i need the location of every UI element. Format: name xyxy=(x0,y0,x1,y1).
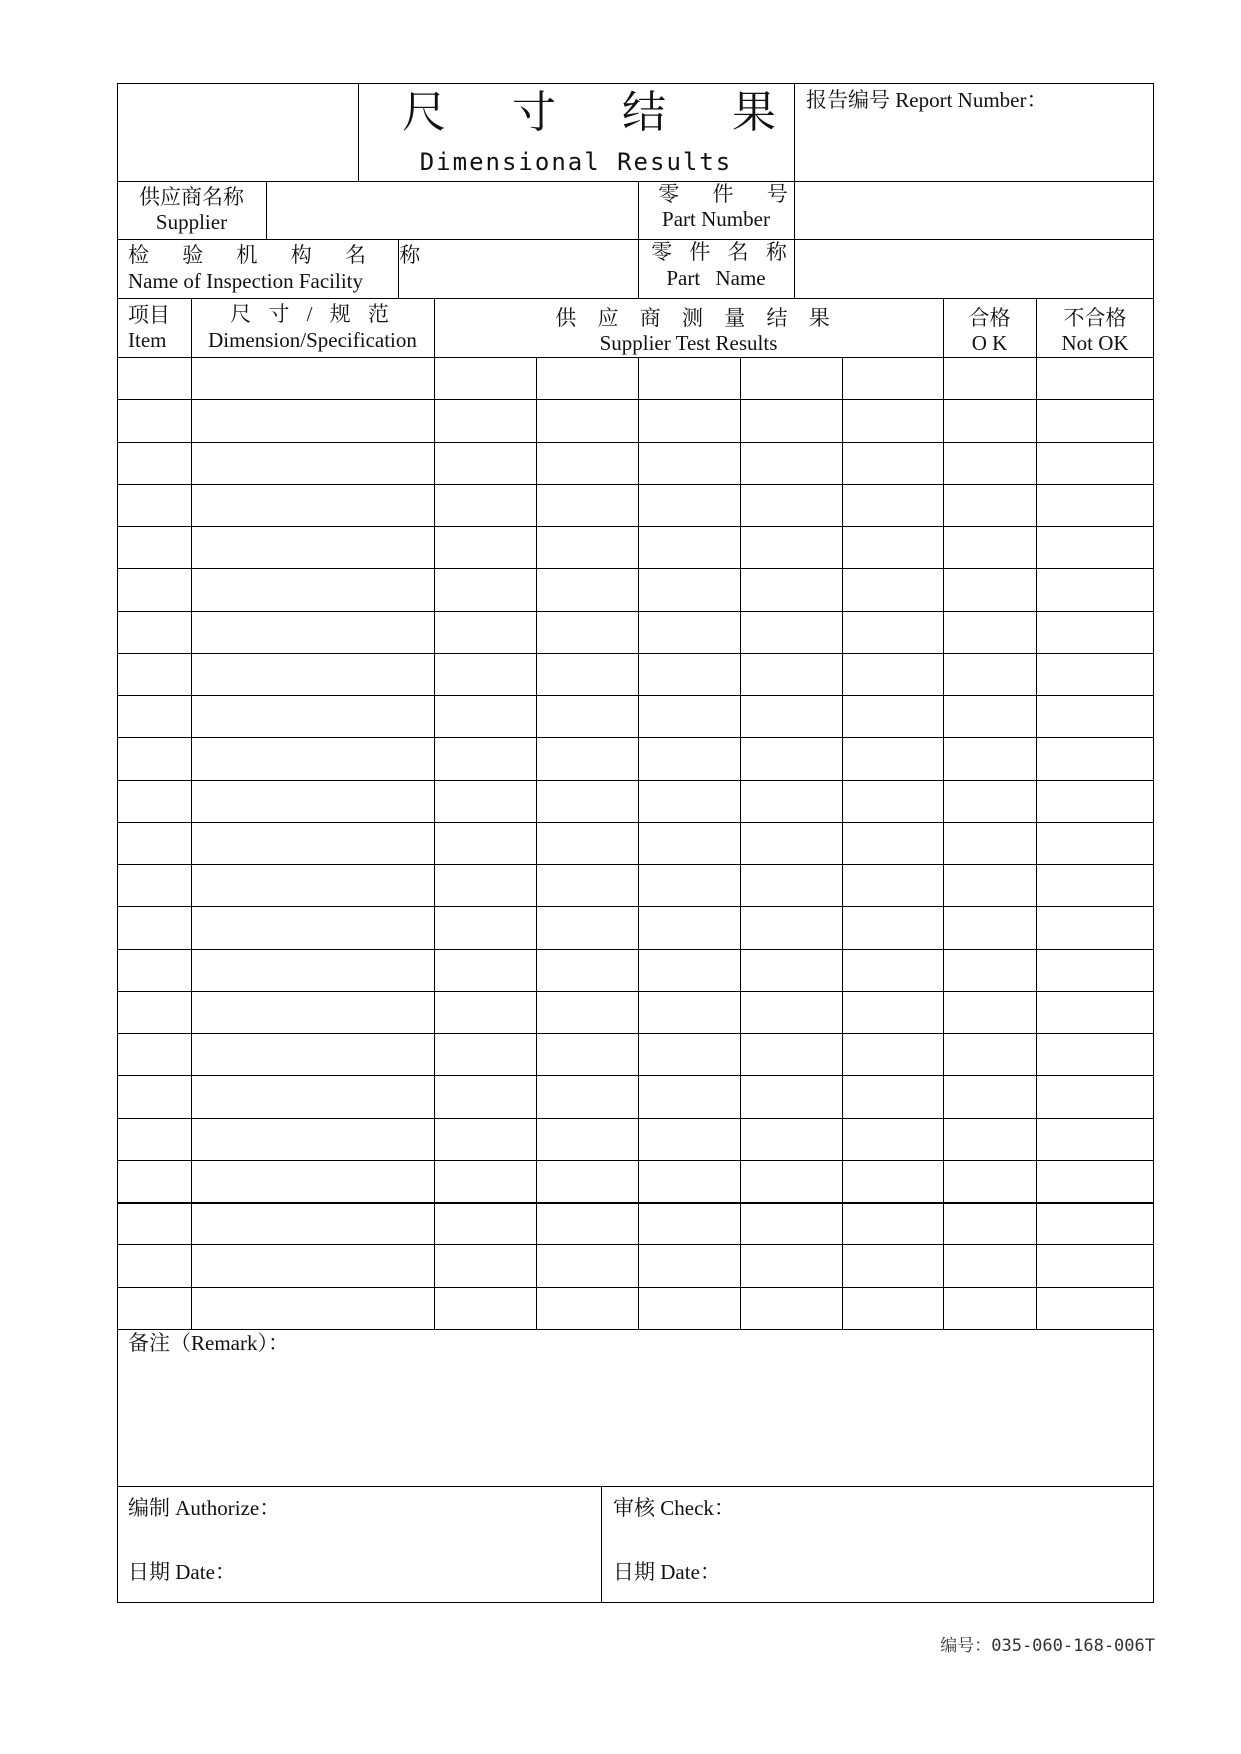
cell-result-1[interactable] xyxy=(435,950,535,990)
cell-result-3[interactable] xyxy=(639,738,739,778)
cell-notok[interactable] xyxy=(1037,400,1153,440)
cell-result-4[interactable] xyxy=(741,950,841,990)
cell-result-2[interactable] xyxy=(537,358,637,398)
cell-ok[interactable] xyxy=(944,527,1035,567)
cell-item[interactable] xyxy=(118,1034,190,1074)
cell-ok[interactable] xyxy=(944,1076,1035,1116)
date-right-label: 日期 Date： xyxy=(613,1560,721,1584)
cell-item[interactable] xyxy=(118,485,190,525)
cell-dimension[interactable] xyxy=(192,1245,433,1285)
cell-result-3[interactable] xyxy=(639,1119,739,1159)
cell-result-5[interactable] xyxy=(843,358,942,398)
cell-result-3[interactable] xyxy=(639,485,739,525)
cell-item[interactable] xyxy=(118,738,190,778)
cell-item[interactable] xyxy=(118,1288,190,1328)
cell-result-2[interactable] xyxy=(537,527,637,567)
cell-result-1[interactable] xyxy=(435,527,535,567)
part-name-label-en: Part Name xyxy=(666,266,766,290)
cell-result-2[interactable] xyxy=(537,696,637,736)
supplier-label-en: Supplier xyxy=(155,210,228,234)
cell-ok[interactable] xyxy=(944,1161,1035,1201)
cell-dimension[interactable] xyxy=(192,1034,433,1074)
cell-notok[interactable] xyxy=(1037,1245,1153,1285)
cell-result-1[interactable] xyxy=(435,1288,535,1328)
cell-result-2[interactable] xyxy=(537,1119,637,1159)
cell-dimension[interactable] xyxy=(192,612,433,652)
cell-notok[interactable] xyxy=(1037,358,1153,398)
cell-ok[interactable] xyxy=(944,358,1035,398)
cell-notok[interactable] xyxy=(1037,612,1153,652)
cell-result-2[interactable] xyxy=(537,1161,637,1201)
cell-result-1[interactable] xyxy=(435,654,535,694)
facility-field[interactable] xyxy=(399,240,638,298)
col-notok-en: Not OK xyxy=(1061,331,1129,355)
cell-item[interactable] xyxy=(118,1161,190,1201)
cell-result-2[interactable] xyxy=(537,1076,637,1116)
col-supplier-results-zh: 供 应 商 测 量 结 果 xyxy=(555,306,838,330)
cell-result-3[interactable] xyxy=(639,1034,739,1074)
cell-dimension[interactable] xyxy=(192,992,433,1032)
document-code: 编号：035-060-168-006T xyxy=(940,1636,1155,1656)
cell-result-4[interactable] xyxy=(741,527,841,567)
cell-result-2[interactable] xyxy=(537,654,637,694)
cell-result-5[interactable] xyxy=(843,612,942,652)
cell-result-3[interactable] xyxy=(639,1161,739,1201)
cell-result-2[interactable] xyxy=(537,1245,637,1285)
cell-result-5[interactable] xyxy=(843,485,942,525)
cell-result-3[interactable] xyxy=(639,569,739,609)
cell-result-5[interactable] xyxy=(843,1076,942,1116)
cell-notok[interactable] xyxy=(1037,781,1153,821)
cell-notok[interactable] xyxy=(1037,1034,1153,1074)
cell-result-4[interactable] xyxy=(741,1076,841,1116)
cell-notok[interactable] xyxy=(1037,950,1153,990)
cell-result-2[interactable] xyxy=(537,781,637,821)
divider-footer xyxy=(117,1486,1154,1487)
cell-ok[interactable] xyxy=(944,443,1035,483)
cell-notok[interactable] xyxy=(1037,823,1153,863)
part-number-field[interactable] xyxy=(795,182,1153,239)
facility-label-en: Name of Inspection Facility xyxy=(128,269,364,293)
cell-ok[interactable] xyxy=(944,1203,1035,1243)
cell-result-4[interactable] xyxy=(741,1245,841,1285)
cell-result-2[interactable] xyxy=(537,1203,637,1243)
col-dimension-en: Dimension/Specification xyxy=(208,328,417,352)
cell-result-4[interactable] xyxy=(741,992,841,1032)
cell-item[interactable] xyxy=(118,907,190,947)
cell-dimension[interactable] xyxy=(192,527,433,567)
cell-result-3[interactable] xyxy=(639,654,739,694)
cell-ok[interactable] xyxy=(944,569,1035,609)
cell-result-1[interactable] xyxy=(435,612,535,652)
cell-result-4[interactable] xyxy=(741,569,841,609)
cell-result-1[interactable] xyxy=(435,485,535,525)
cell-item[interactable] xyxy=(118,612,190,652)
cell-ok[interactable] xyxy=(944,823,1035,863)
cell-result-3[interactable] xyxy=(639,865,739,905)
cell-result-3[interactable] xyxy=(639,400,739,440)
cell-notok[interactable] xyxy=(1037,992,1153,1032)
supplier-field[interactable] xyxy=(267,182,638,239)
cell-result-5[interactable] xyxy=(843,443,942,483)
cell-ok[interactable] xyxy=(944,1034,1035,1074)
cell-ok[interactable] xyxy=(944,1119,1035,1159)
cell-ok[interactable] xyxy=(944,781,1035,821)
cell-result-3[interactable] xyxy=(639,1288,739,1328)
cell-notok[interactable] xyxy=(1037,654,1153,694)
cell-notok[interactable] xyxy=(1037,485,1153,525)
cell-result-4[interactable] xyxy=(741,358,841,398)
cell-result-4[interactable] xyxy=(741,1161,841,1201)
cell-result-3[interactable] xyxy=(639,1203,739,1243)
cell-item[interactable] xyxy=(118,823,190,863)
cell-ok[interactable] xyxy=(944,865,1035,905)
cell-notok[interactable] xyxy=(1037,865,1153,905)
cell-item[interactable] xyxy=(118,443,190,483)
cell-dimension[interactable] xyxy=(192,569,433,609)
cell-item[interactable] xyxy=(118,1076,190,1116)
cell-result-1[interactable] xyxy=(435,400,535,440)
cell-notok[interactable] xyxy=(1037,1288,1153,1328)
cell-notok[interactable] xyxy=(1037,1119,1153,1159)
cell-result-5[interactable] xyxy=(843,1034,942,1074)
cell-dimension[interactable] xyxy=(192,865,433,905)
cell-result-1[interactable] xyxy=(435,992,535,1032)
divider-facility xyxy=(117,298,1154,299)
cell-result-5[interactable] xyxy=(843,992,942,1032)
logo-area xyxy=(118,84,358,181)
cell-result-4[interactable] xyxy=(741,823,841,863)
cell-result-5[interactable] xyxy=(843,823,942,863)
cell-dimension[interactable] xyxy=(192,950,433,990)
cell-dimension[interactable] xyxy=(192,1288,433,1328)
check-label: 审核 Check： xyxy=(613,1496,735,1520)
facility-label-zh: 检 验 机 构 名 称 xyxy=(128,243,435,267)
cell-ok[interactable] xyxy=(944,738,1035,778)
cell-item[interactable] xyxy=(118,992,190,1032)
cell-item[interactable] xyxy=(118,781,190,821)
cell-result-4[interactable] xyxy=(741,654,841,694)
cell-result-2[interactable] xyxy=(537,400,637,440)
cell-dimension[interactable] xyxy=(192,1119,433,1159)
cell-dimension[interactable] xyxy=(192,1203,433,1243)
cell-ok[interactable] xyxy=(944,1245,1035,1285)
cell-result-1[interactable] xyxy=(435,781,535,821)
col-notok-zh: 不合格 xyxy=(1063,306,1127,330)
cell-item[interactable] xyxy=(118,400,190,440)
cell-result-5[interactable] xyxy=(843,654,942,694)
cell-result-5[interactable] xyxy=(843,865,942,905)
date-left-label: 日期 Date： xyxy=(128,1560,236,1584)
cell-notok[interactable] xyxy=(1037,443,1153,483)
cell-result-2[interactable] xyxy=(537,1288,637,1328)
cell-notok[interactable] xyxy=(1037,738,1153,778)
cell-dimension[interactable] xyxy=(192,1076,433,1116)
cell-dimension[interactable] xyxy=(192,485,433,525)
col-ok-zh: 合格 xyxy=(968,306,1011,330)
cell-result-3[interactable] xyxy=(639,950,739,990)
cell-dimension[interactable] xyxy=(192,738,433,778)
cell-item[interactable] xyxy=(118,1119,190,1159)
remark-field[interactable] xyxy=(118,1360,1153,1485)
cell-result-3[interactable] xyxy=(639,358,739,398)
cell-ok[interactable] xyxy=(944,654,1035,694)
cell-result-5[interactable] xyxy=(843,569,942,609)
cell-ok[interactable] xyxy=(944,907,1035,947)
cell-item[interactable] xyxy=(118,569,190,609)
col-ok-en: O K xyxy=(971,331,1008,355)
part-name-label-zh: 零 件 名 称 xyxy=(651,240,793,264)
col-item-zh: 项目 xyxy=(128,303,170,327)
report-number-field[interactable] xyxy=(806,115,1146,175)
cell-notok[interactable] xyxy=(1037,907,1153,947)
cell-item[interactable] xyxy=(118,1245,190,1285)
cell-dimension[interactable] xyxy=(192,1161,433,1201)
col-supplier-results-en: Supplier Test Results xyxy=(599,331,778,355)
cell-item[interactable] xyxy=(118,865,190,905)
cell-result-3[interactable] xyxy=(639,781,739,821)
cell-result-4[interactable] xyxy=(741,443,841,483)
authorize-label: 编制 Authorize： xyxy=(128,1496,281,1520)
cell-result-1[interactable] xyxy=(435,358,535,398)
cell-result-3[interactable] xyxy=(639,1245,739,1285)
cell-ok[interactable] xyxy=(944,696,1035,736)
supplier-label-zh: 供应商名称 xyxy=(139,185,244,209)
cell-dimension[interactable] xyxy=(192,696,433,736)
cell-item[interactable] xyxy=(118,950,190,990)
cell-result-1[interactable] xyxy=(435,696,535,736)
cell-result-1[interactable] xyxy=(435,1245,535,1285)
cell-result-1[interactable] xyxy=(435,907,535,947)
cell-notok[interactable] xyxy=(1037,1161,1153,1201)
remark-label: 备注（Remark）： xyxy=(128,1331,289,1355)
cell-result-2[interactable] xyxy=(537,950,637,990)
report-number-label: 报告编号 Report Number： xyxy=(806,88,1048,112)
cell-notok[interactable] xyxy=(1037,569,1153,609)
part-number-label-en: Part Number xyxy=(662,207,770,231)
cell-ok[interactable] xyxy=(944,612,1035,652)
cell-result-5[interactable] xyxy=(843,1161,942,1201)
cell-result-2[interactable] xyxy=(537,823,637,863)
cell-result-1[interactable] xyxy=(435,1034,535,1074)
cell-result-5[interactable] xyxy=(843,907,942,947)
col-item-en: Item xyxy=(128,328,167,352)
cell-dimension[interactable] xyxy=(192,907,433,947)
cell-result-2[interactable] xyxy=(537,992,637,1032)
cell-result-1[interactable] xyxy=(435,569,535,609)
cell-result-4[interactable] xyxy=(741,907,841,947)
title-en: Dimensional Results xyxy=(419,148,733,176)
cell-result-4[interactable] xyxy=(741,1034,841,1074)
cell-dimension[interactable] xyxy=(192,358,433,398)
cell-result-3[interactable] xyxy=(639,823,739,863)
cell-result-1[interactable] xyxy=(435,1119,535,1159)
cell-ok[interactable] xyxy=(944,950,1035,990)
cell-result-1[interactable] xyxy=(435,738,535,778)
cell-dimension[interactable] xyxy=(192,443,433,483)
divider-remark xyxy=(117,1329,1154,1330)
cell-result-2[interactable] xyxy=(537,907,637,947)
cell-ok[interactable] xyxy=(944,485,1035,525)
footer-vline xyxy=(601,1486,602,1603)
cell-result-2[interactable] xyxy=(537,569,637,609)
cell-item[interactable] xyxy=(118,1203,190,1243)
cell-result-3[interactable] xyxy=(639,1076,739,1116)
cell-result-4[interactable] xyxy=(741,1203,841,1243)
cell-item[interactable] xyxy=(118,527,190,567)
cell-result-4[interactable] xyxy=(741,1288,841,1328)
cell-item[interactable] xyxy=(118,696,190,736)
cell-ok[interactable] xyxy=(944,992,1035,1032)
cell-result-5[interactable] xyxy=(843,527,942,567)
cell-result-4[interactable] xyxy=(741,865,841,905)
cell-result-5[interactable] xyxy=(843,781,942,821)
cell-dimension[interactable] xyxy=(192,400,433,440)
cell-result-5[interactable] xyxy=(843,1203,942,1243)
cell-result-4[interactable] xyxy=(741,400,841,440)
cell-dimension[interactable] xyxy=(192,823,433,863)
cell-result-4[interactable] xyxy=(741,738,841,778)
col-dimension-zh: 尺 寸 / 规 范 xyxy=(230,302,395,326)
cell-result-2[interactable] xyxy=(537,443,637,483)
cell-result-3[interactable] xyxy=(639,696,739,736)
part-name-field[interactable] xyxy=(795,240,1153,298)
cell-result-3[interactable] xyxy=(639,527,739,567)
cell-result-4[interactable] xyxy=(741,1119,841,1159)
cell-result-4[interactable] xyxy=(741,696,841,736)
cell-result-2[interactable] xyxy=(537,738,637,778)
cell-result-5[interactable] xyxy=(843,1245,942,1285)
cell-result-5[interactable] xyxy=(843,738,942,778)
cell-result-2[interactable] xyxy=(537,865,637,905)
cell-result-2[interactable] xyxy=(537,485,637,525)
cell-result-4[interactable] xyxy=(741,612,841,652)
cell-notok[interactable] xyxy=(1037,1076,1153,1116)
cell-result-1[interactable] xyxy=(435,823,535,863)
cell-result-5[interactable] xyxy=(843,1119,942,1159)
cell-ok[interactable] xyxy=(944,400,1035,440)
cell-result-1[interactable] xyxy=(435,865,535,905)
cell-result-5[interactable] xyxy=(843,1288,942,1328)
cell-result-3[interactable] xyxy=(639,992,739,1032)
cell-result-2[interactable] xyxy=(537,612,637,652)
part-number-label-zh: 零 件 号 xyxy=(658,182,802,206)
cell-dimension[interactable] xyxy=(192,654,433,694)
cell-result-3[interactable] xyxy=(639,443,739,483)
title-zh: 尺 寸 结 果 xyxy=(402,87,802,138)
cell-result-1[interactable] xyxy=(435,443,535,483)
cell-result-5[interactable] xyxy=(843,400,942,440)
cell-result-1[interactable] xyxy=(435,1076,535,1116)
cell-result-3[interactable] xyxy=(639,907,739,947)
cell-ok[interactable] xyxy=(944,1288,1035,1328)
cell-result-2[interactable] xyxy=(537,1034,637,1074)
cell-notok[interactable] xyxy=(1037,696,1153,736)
cell-result-4[interactable] xyxy=(741,485,841,525)
cell-result-5[interactable] xyxy=(843,950,942,990)
cell-result-3[interactable] xyxy=(639,612,739,652)
cell-result-5[interactable] xyxy=(843,696,942,736)
cell-item[interactable] xyxy=(118,654,190,694)
cell-result-4[interactable] xyxy=(741,781,841,821)
cell-dimension[interactable] xyxy=(192,781,433,821)
cell-notok[interactable] xyxy=(1037,1203,1153,1243)
cell-result-1[interactable] xyxy=(435,1203,535,1243)
cell-notok[interactable] xyxy=(1037,527,1153,567)
cell-result-1[interactable] xyxy=(435,1161,535,1201)
cell-item[interactable] xyxy=(118,358,190,398)
